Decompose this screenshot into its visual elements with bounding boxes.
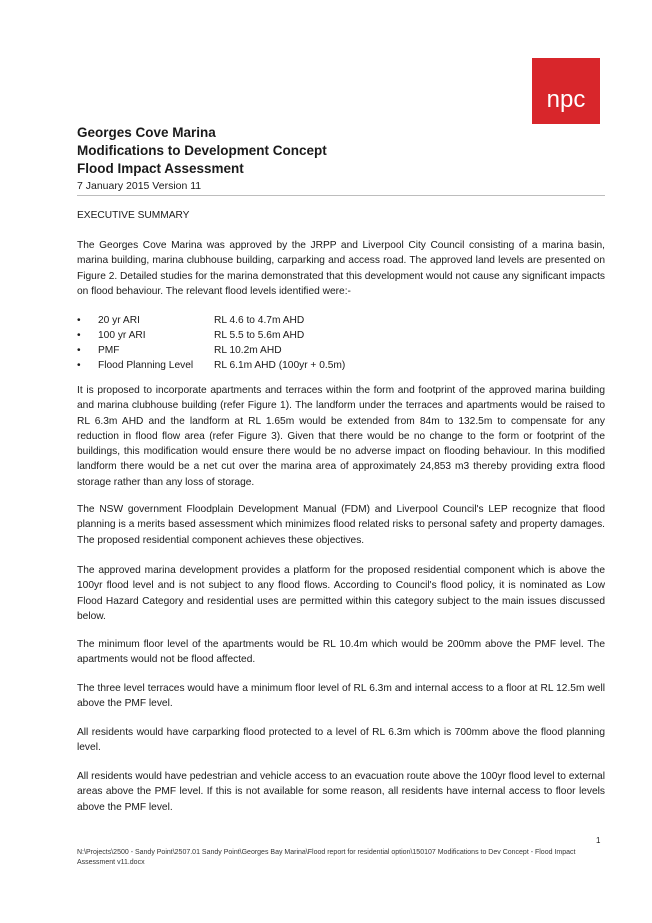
paragraph-1: The Georges Cove Marina was approved by the JRPP and Liverpool City Council consisting of a marina basin, marina building, marina clubhouse building, carparking and access road. The approved land levels are presented on Figure 2. Detailed studies for the marina demonstrated that this development would not cause any significant impacts on flood behaviour. The relevant flood levels identified were:- bbox=[77, 240, 605, 297]
logo-text: npc bbox=[546, 86, 586, 113]
title-divider bbox=[77, 195, 605, 196]
flood-level-label: PMF bbox=[98, 345, 120, 356]
bullet-icon: • bbox=[77, 330, 81, 341]
paragraph-6: The three level terraces would have a minimum floor level of RL 6.3m and internal access to a floor at RL 12.5m well above the PMF level. bbox=[77, 683, 605, 710]
list-item bbox=[77, 343, 605, 358]
document-subtitle-2: Flood Impact Assessment bbox=[77, 161, 244, 176]
paragraph-4: The approved marina development provides a platform for the proposed residential component which is above the 100yr flood level and is not subject to any flood flows. According to Council's flood policy, it is nominated as Low Flood Hazard Category and residential uses are permitted within this category subject to the main issues discussed below. bbox=[77, 565, 605, 622]
file-path-footer: N:\Projects\2500 - Sandy Point\2507.01 Sandy Point\Georges Bay Marina\Flood report for residential option\150107 Modifications to Dev Concept - Flood Impact Assessment v11.docx bbox=[77, 849, 576, 866]
list-item bbox=[77, 358, 605, 373]
list-item bbox=[77, 328, 605, 343]
flood-level-label: 100 yr ARI bbox=[98, 330, 146, 341]
title-block bbox=[77, 124, 597, 193]
paragraph-3: The NSW government Floodplain Development Manual (FDM) and Liverpool Council's LEP recognize that flood planning is a merits based assessment which minimizes flood related risks to personal safety and property damages. The proposed residential component achieves these objectives. bbox=[77, 504, 605, 546]
paragraph-2: It is proposed to incorporate apartments and terraces within the form and footprint of the approved marina building and marina clubhouse building (refer Figure 1). The landform under the terraces and apartments would be raised to RL 6.3m AHD and the landform at RL 1.65m would be extended from 84m to 132.5m to compensate for any reduction in flood flow area (refer Figure 3). Given that there would be no change to the form or footprint of the buildings, this modification would ensure there would be no adverse impact on flooding behaviour. In this modified landform there would be a net cut over the marina area of approximately 24,853 m3 thereby providing extra flood storage rather than any loss of storage. bbox=[77, 385, 605, 488]
paragraph-8: All residents would have pedestrian and vehicle access to an evacuation route above the 100yr flood level to external areas above the PMF level. If this is not available for some reason, all residents have internal access to floor levels above the PMF level. bbox=[77, 771, 605, 813]
page-number: 1 bbox=[596, 836, 601, 845]
section-heading: EXECUTIVE SUMMARY bbox=[77, 210, 190, 221]
bullet-icon: • bbox=[77, 360, 81, 371]
npc-logo bbox=[532, 58, 600, 124]
flood-levels-list bbox=[77, 313, 605, 373]
flood-level-value: RL 10.2m AHD bbox=[214, 345, 282, 356]
bullet-icon: • bbox=[77, 315, 81, 326]
flood-level-value: RL 4.6 to 4.7m AHD bbox=[214, 315, 305, 326]
flood-level-label: 20 yr ARI bbox=[98, 315, 140, 326]
bullet-icon: • bbox=[77, 345, 81, 356]
flood-level-value: RL 6.1m AHD (100yr + 0.5m) bbox=[214, 360, 346, 371]
document-title: Georges Cove Marina bbox=[77, 125, 216, 140]
paragraph-5: The minimum floor level of the apartments would be RL 10.4m which would be 200mm above the PMF level. The apartments would not be flood affected. bbox=[77, 639, 605, 666]
flood-level-value: RL 5.5 to 5.6m AHD bbox=[214, 330, 305, 341]
document-date: 7 January 2015 Version 11 bbox=[77, 180, 202, 192]
paragraph-7: All residents would have carparking flood protected to a level of RL 6.3m which is 700mm above the flood planning level. bbox=[77, 727, 605, 754]
list-item bbox=[77, 313, 605, 328]
flood-level-label: Flood Planning Level bbox=[98, 360, 194, 371]
document-subtitle: Modifications to Development Concept bbox=[77, 143, 327, 158]
